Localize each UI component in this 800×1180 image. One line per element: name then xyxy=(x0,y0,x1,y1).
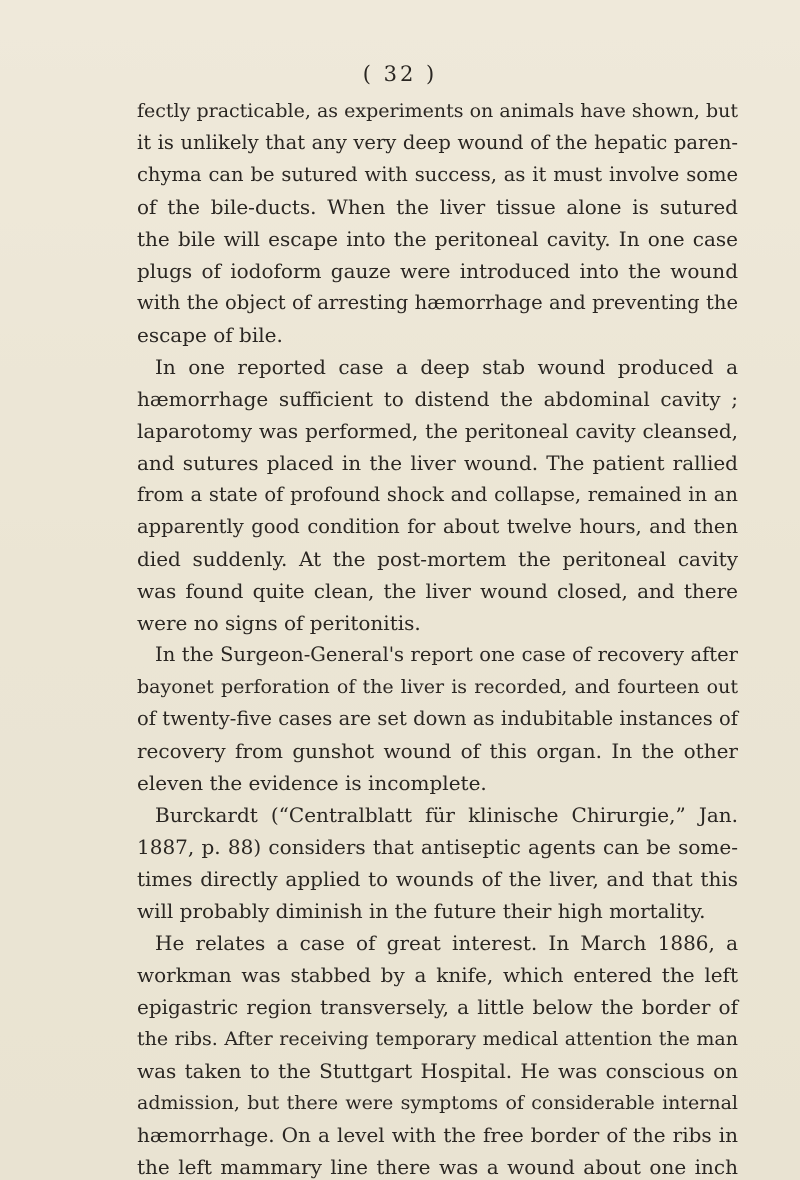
text-line: recovery from gunshot wound of this organ. In the other xyxy=(137,739,738,763)
text-line: of twenty-five cases are set down as indubitable instances of xyxy=(137,707,738,730)
text-line: He relates a case of great interest. In March 1886, a xyxy=(155,931,738,955)
text-line: chyma can be sutured with success, as it must involve some xyxy=(137,163,738,186)
text-line: apparently good condition for about twelve hours, and then xyxy=(137,515,738,538)
page-number: ( 32 ) xyxy=(362,62,438,86)
text-line: hæmorrhage. On a level with the free border of the ribs in xyxy=(137,1123,738,1147)
text-line: the ribs. After receiving temporary medical attention the man xyxy=(137,1028,738,1050)
text-line: In one reported case a deep stab wound produced a xyxy=(155,355,738,379)
text-line: will probably diminish in the future their high mortality. xyxy=(137,899,706,923)
text-line: was taken to the Stuttgart Hospital. He was conscious on xyxy=(137,1059,738,1083)
text-line: it is unlikely that any very deep wound of the hepatic paren- xyxy=(137,131,738,154)
text-line: hæmorrhage sufficient to distend the abdominal cavity ; xyxy=(137,387,738,411)
text-line: laparotomy was performed, the peritoneal cavity cleansed, xyxy=(137,419,738,443)
text-line: the bile will escape into the peritoneal cavity. In one case xyxy=(137,227,738,251)
text-line: workman was stabbed by a knife, which entered the left xyxy=(137,963,738,987)
body-text xyxy=(137,95,738,1180)
text-line: died suddenly. At the post-mortem the peritoneal cavity xyxy=(137,547,738,571)
text-line: fectly practicable, as experiments on animals have shown, but xyxy=(137,100,738,122)
text-line: times directly applied to wounds of the liver, and that this xyxy=(137,867,738,891)
text-line: of the bile-ducts. When the liver tissue alone is sutured xyxy=(137,195,738,219)
text-line: and sutures placed in the liver wound. The patient rallied xyxy=(137,451,738,475)
text-line: eleven the evidence is incomplete. xyxy=(137,771,487,795)
text-line: epigastric region transversely, a little below the border of xyxy=(137,995,738,1019)
text-line: were no signs of peritonitis. xyxy=(137,611,421,635)
text-line: bayonet perforation of the liver is recorded, and fourteen out xyxy=(137,676,738,698)
text-line: In the Surgeon-General's report one case of recovery after xyxy=(155,643,738,666)
text-line: plugs of iodoform gauze were introduced into the wound xyxy=(137,259,738,283)
text-line: 1887, p. 88) considers that antiseptic agents can be some- xyxy=(137,835,738,859)
text-line: admission, but there were symptoms of considerable internal xyxy=(137,1092,738,1114)
text-line: was found quite clean, the liver wound closed, and there xyxy=(137,579,738,603)
text-line: escape of bile. xyxy=(137,323,283,347)
text-line: with the object of arresting hæmorrhage and preventing the xyxy=(137,291,738,314)
text-line: from a state of profound shock and collapse, remained in an xyxy=(137,483,738,506)
text-line: Burckardt (“Centralblatt für klinische Chirurgie,” Jan. xyxy=(155,803,738,827)
text-line: the left mammary line there was a wound about one inch xyxy=(137,1155,738,1179)
